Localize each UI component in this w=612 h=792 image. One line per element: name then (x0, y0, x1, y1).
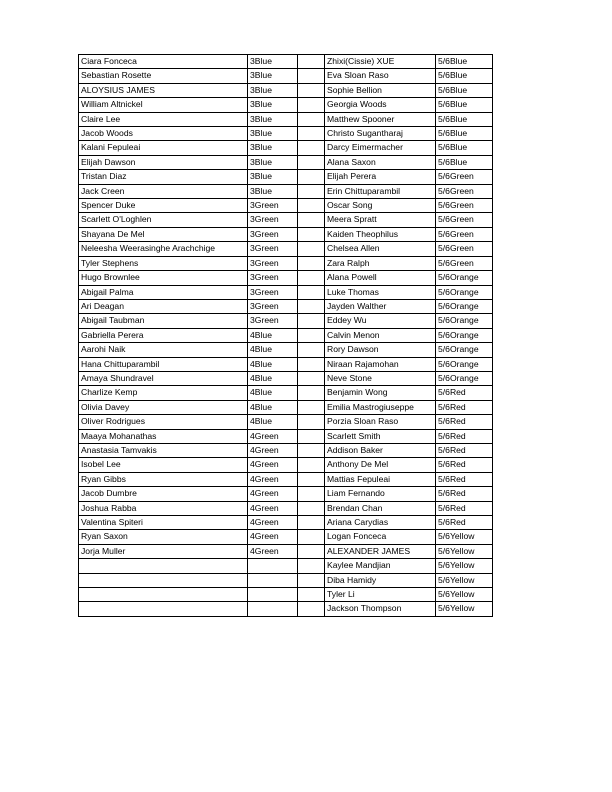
student-name-cell: Ryan Gibbs (79, 472, 248, 486)
class-cell: 3Blue (248, 155, 298, 169)
student-name-cell (79, 588, 248, 602)
table-row (79, 98, 493, 112)
spacer-cell (298, 343, 325, 357)
spacer-cell (298, 83, 325, 97)
table-row (79, 155, 493, 169)
student-name-cell: Elijah Dawson (79, 155, 248, 169)
class-cell: 5/6Blue (436, 127, 493, 141)
spacer-cell (298, 155, 325, 169)
student-name-cell: Maaya Mohanathas (79, 429, 248, 443)
spacer-cell (298, 602, 325, 616)
class-cell: 5/6Green (436, 227, 493, 241)
class-cell: 3Green (248, 314, 298, 328)
student-name-cell: Ciara Fonceca (79, 55, 248, 69)
class-cell: 5/6Red (436, 400, 493, 414)
table-row (79, 256, 493, 270)
student-name-cell: Jacob Dumbre (79, 487, 248, 501)
class-cell: 4Green (248, 516, 298, 530)
class-cell: 4Green (248, 472, 298, 486)
student-name-cell: Mattias Fepuleai (325, 472, 436, 486)
class-cell: 5/6Red (436, 429, 493, 443)
class-cell: 4Green (248, 458, 298, 472)
student-name-cell: Olivia Davey (79, 400, 248, 414)
table-row (79, 141, 493, 155)
student-name-cell: Addison Baker (325, 443, 436, 457)
class-cell: 3Green (248, 199, 298, 213)
class-cell: 3Blue (248, 98, 298, 112)
table-row (79, 242, 493, 256)
spacer-cell (298, 213, 325, 227)
student-name-cell: Anthony De Mel (325, 458, 436, 472)
spacer-cell (298, 458, 325, 472)
student-name-cell: Diba Hamidy (325, 573, 436, 587)
student-name-cell: Spencer Duke (79, 199, 248, 213)
class-cell (248, 559, 298, 573)
table-row (79, 429, 493, 443)
spacer-cell (298, 371, 325, 385)
spacer-cell (298, 415, 325, 429)
class-cell: 4Blue (248, 328, 298, 342)
class-cell (248, 588, 298, 602)
table-row (79, 127, 493, 141)
table-row (79, 227, 493, 241)
student-name-cell: Oliver Rodrigues (79, 415, 248, 429)
table-row (79, 487, 493, 501)
student-name-cell: Porzia Sloan Raso (325, 415, 436, 429)
student-name-cell: Niraan Rajamohan (325, 357, 436, 371)
class-cell: 5/6Red (436, 386, 493, 400)
spacer-cell (298, 141, 325, 155)
class-cell: 5/6Yellow (436, 544, 493, 558)
student-name-cell: Amaya Shundravel (79, 371, 248, 385)
student-name-cell: Luke Thomas (325, 285, 436, 299)
class-cell: 5/6Red (436, 458, 493, 472)
student-name-cell: Zara Ralph (325, 256, 436, 270)
table-row (79, 443, 493, 457)
student-name-cell: Joshua Rabba (79, 501, 248, 515)
class-cell: 5/6Blue (436, 141, 493, 155)
student-name-cell (79, 573, 248, 587)
student-name-cell: Jorja Muller (79, 544, 248, 558)
spacer-cell (298, 357, 325, 371)
class-cell: 4Blue (248, 371, 298, 385)
class-cell: 5/6Orange (436, 285, 493, 299)
table-row (79, 544, 493, 558)
class-cell: 5/6Blue (436, 69, 493, 83)
table-row (79, 458, 493, 472)
student-name-cell: Eva Sloan Raso (325, 69, 436, 83)
spacer-cell (298, 55, 325, 69)
student-name-cell: Eddey Wu (325, 314, 436, 328)
class-cell: 5/6Red (436, 472, 493, 486)
class-cell: 4Blue (248, 400, 298, 414)
table-row (79, 299, 493, 313)
class-cell: 5/6Red (436, 501, 493, 515)
class-cell: 5/6Yellow (436, 573, 493, 587)
table-body (79, 55, 493, 617)
student-name-cell: Tyler Stephens (79, 256, 248, 270)
student-name-cell: Meera Spratt (325, 213, 436, 227)
student-name-cell: Ariana Carydias (325, 516, 436, 530)
spacer-cell (298, 328, 325, 342)
spacer-cell (298, 285, 325, 299)
student-name-cell: Claire Lee (79, 112, 248, 126)
spacer-cell (298, 559, 325, 573)
student-name-cell: William Altnickel (79, 98, 248, 112)
class-cell: 5/6Green (436, 184, 493, 198)
student-name-cell: Alana Saxon (325, 155, 436, 169)
spacer-cell (298, 429, 325, 443)
table-row (79, 314, 493, 328)
student-name-cell: Anastasia Tamvakis (79, 443, 248, 457)
table-row (79, 285, 493, 299)
class-cell: 4Blue (248, 386, 298, 400)
spacer-cell (298, 170, 325, 184)
student-name-cell: Abigail Palma (79, 285, 248, 299)
student-name-cell: Abigail Taubman (79, 314, 248, 328)
table-row (79, 371, 493, 385)
student-name-cell: Jackson Thompson (325, 602, 436, 616)
class-cell: 4Blue (248, 415, 298, 429)
student-name-cell: Shayana De Mel (79, 227, 248, 241)
class-cell: 5/6Green (436, 213, 493, 227)
student-name-cell: Elijah Perera (325, 170, 436, 184)
class-cell: 3Green (248, 299, 298, 313)
student-name-cell (79, 559, 248, 573)
table-row (79, 559, 493, 573)
spacer-cell (298, 227, 325, 241)
student-name-cell: Jacob Woods (79, 127, 248, 141)
class-cell: 5/6Red (436, 487, 493, 501)
spacer-cell (298, 98, 325, 112)
table-row (79, 55, 493, 69)
spacer-cell (298, 256, 325, 270)
class-cell: 4Green (248, 501, 298, 515)
class-cell: 4Blue (248, 357, 298, 371)
class-cell: 5/6Blue (436, 98, 493, 112)
table-row (79, 415, 493, 429)
class-cell (248, 573, 298, 587)
class-cell: 4Green (248, 530, 298, 544)
table-row (79, 328, 493, 342)
spacer-cell (298, 530, 325, 544)
class-cell: 5/6Red (436, 443, 493, 457)
student-name-cell: Hana Chittuparambil (79, 357, 248, 371)
class-cell: 3Blue (248, 69, 298, 83)
student-name-cell: Christo Sugantharaj (325, 127, 436, 141)
table-row (79, 530, 493, 544)
spacer-cell (298, 271, 325, 285)
table-row (79, 184, 493, 198)
student-name-cell: Hugo Brownlee (79, 271, 248, 285)
class-cell: 5/6Blue (436, 55, 493, 69)
table-row (79, 400, 493, 414)
class-cell: 5/6Green (436, 242, 493, 256)
student-name-cell: Alana Powell (325, 271, 436, 285)
class-cell: 5/6Green (436, 256, 493, 270)
student-name-cell: Tristan Diaz (79, 170, 248, 184)
class-cell: 5/6Orange (436, 271, 493, 285)
table-row (79, 602, 493, 616)
student-name-cell: Jayden Walther (325, 299, 436, 313)
table-row (79, 588, 493, 602)
student-name-cell: Ari Deagan (79, 299, 248, 313)
spacer-cell (298, 516, 325, 530)
class-cell: 5/6Blue (436, 83, 493, 97)
class-cell: 5/6Yellow (436, 530, 493, 544)
spacer-cell (298, 199, 325, 213)
spacer-cell (298, 184, 325, 198)
class-cell: 5/6Yellow (436, 559, 493, 573)
student-name-cell: Erin Chittuparambil (325, 184, 436, 198)
class-cell: 5/6Orange (436, 371, 493, 385)
table-row (79, 213, 493, 227)
class-cell: 4Green (248, 487, 298, 501)
class-cell: 3Blue (248, 127, 298, 141)
class-cell: 3Blue (248, 112, 298, 126)
spacer-cell (298, 588, 325, 602)
class-cell (248, 602, 298, 616)
student-name-cell: Scarlett Smith (325, 429, 436, 443)
class-cell: 3Green (248, 285, 298, 299)
table-row (79, 386, 493, 400)
student-name-cell: Sebastian Rosette (79, 69, 248, 83)
student-name-cell: Jack Creen (79, 184, 248, 198)
student-name-cell: Kalani Fepuleai (79, 141, 248, 155)
spacer-cell (298, 443, 325, 457)
class-cell: 5/6Red (436, 415, 493, 429)
student-name-cell: Matthew Spooner (325, 112, 436, 126)
student-name-cell: Aarohi Naik (79, 343, 248, 357)
class-cell: 5/6Blue (436, 155, 493, 169)
student-name-cell: Valentina Spiteri (79, 516, 248, 530)
class-cell: 4Green (248, 429, 298, 443)
table-row (79, 69, 493, 83)
table-row (79, 199, 493, 213)
class-cell: 5/6Orange (436, 343, 493, 357)
spacer-cell (298, 400, 325, 414)
class-cell: 3Blue (248, 170, 298, 184)
class-cell: 4Green (248, 544, 298, 558)
student-name-cell: Calvin Menon (325, 328, 436, 342)
class-cell: 5/6Orange (436, 328, 493, 342)
student-name-cell: Isobel Lee (79, 458, 248, 472)
table-row (79, 472, 493, 486)
class-cell: 3Blue (248, 55, 298, 69)
table-row (79, 271, 493, 285)
spacer-cell (298, 299, 325, 313)
class-cell: 5/6Red (436, 516, 493, 530)
student-name-cell: Kaiden Theophilus (325, 227, 436, 241)
class-cell: 5/6Yellow (436, 602, 493, 616)
table-row (79, 112, 493, 126)
student-name-cell: Ryan Saxon (79, 530, 248, 544)
spacer-cell (298, 314, 325, 328)
student-name-cell: Darcy Eimermacher (325, 141, 436, 155)
class-cell: 3Blue (248, 184, 298, 198)
student-name-cell: Liam Fernando (325, 487, 436, 501)
student-name-cell (79, 602, 248, 616)
student-name-cell: Emilia Mastrogiuseppe (325, 400, 436, 414)
student-name-cell: Oscar Song (325, 199, 436, 213)
class-cell: 3Blue (248, 83, 298, 97)
spacer-cell (298, 386, 325, 400)
student-class-table (78, 54, 493, 617)
table-row (79, 516, 493, 530)
class-cell: 5/6Green (436, 170, 493, 184)
table-row (79, 573, 493, 587)
class-cell: 3Green (248, 256, 298, 270)
spacer-cell (298, 112, 325, 126)
student-name-cell: Brendan Chan (325, 501, 436, 515)
spacer-cell (298, 127, 325, 141)
student-name-cell: Georgia Woods (325, 98, 436, 112)
class-cell: 3Blue (248, 141, 298, 155)
student-name-cell: Scarlett O'Loghlen (79, 213, 248, 227)
table-row (79, 357, 493, 371)
class-cell: 5/6Yellow (436, 588, 493, 602)
class-cell: 5/6Blue (436, 112, 493, 126)
student-name-cell: Neleesha Weerasinghe Arachchige (79, 242, 248, 256)
student-name-cell: Logan Fonceca (325, 530, 436, 544)
class-cell: 5/6Orange (436, 314, 493, 328)
spacer-cell (298, 242, 325, 256)
student-name-cell: ALOYSIUS JAMES (79, 83, 248, 97)
class-cell: 3Green (248, 213, 298, 227)
student-name-cell: Kaylee Mandjian (325, 559, 436, 573)
spacer-cell (298, 501, 325, 515)
student-name-cell: Tyler Li (325, 588, 436, 602)
student-name-cell: Neve Stone (325, 371, 436, 385)
student-name-cell: Zhixi(Cissie) XUE (325, 55, 436, 69)
student-name-cell: Sophie Bellion (325, 83, 436, 97)
class-cell: 5/6Orange (436, 357, 493, 371)
table-row (79, 343, 493, 357)
student-name-cell: Chelsea Allen (325, 242, 436, 256)
class-cell: 3Green (248, 227, 298, 241)
table-row (79, 501, 493, 515)
table-row (79, 83, 493, 97)
table-row (79, 170, 493, 184)
student-name-cell: Benjamin Wong (325, 386, 436, 400)
student-name-cell: Charlize Kemp (79, 386, 248, 400)
spacer-cell (298, 472, 325, 486)
spacer-cell (298, 544, 325, 558)
student-name-cell: ALEXANDER JAMES (325, 544, 436, 558)
class-cell: 3Green (248, 271, 298, 285)
class-cell: 4Green (248, 443, 298, 457)
class-cell: 5/6Green (436, 199, 493, 213)
class-cell: 3Green (248, 242, 298, 256)
student-name-cell: Rory Dawson (325, 343, 436, 357)
spacer-cell (298, 573, 325, 587)
class-cell: 5/6Orange (436, 299, 493, 313)
spacer-cell (298, 69, 325, 83)
class-cell: 4Blue (248, 343, 298, 357)
spacer-cell (298, 487, 325, 501)
student-name-cell: Gabriella Perera (79, 328, 248, 342)
